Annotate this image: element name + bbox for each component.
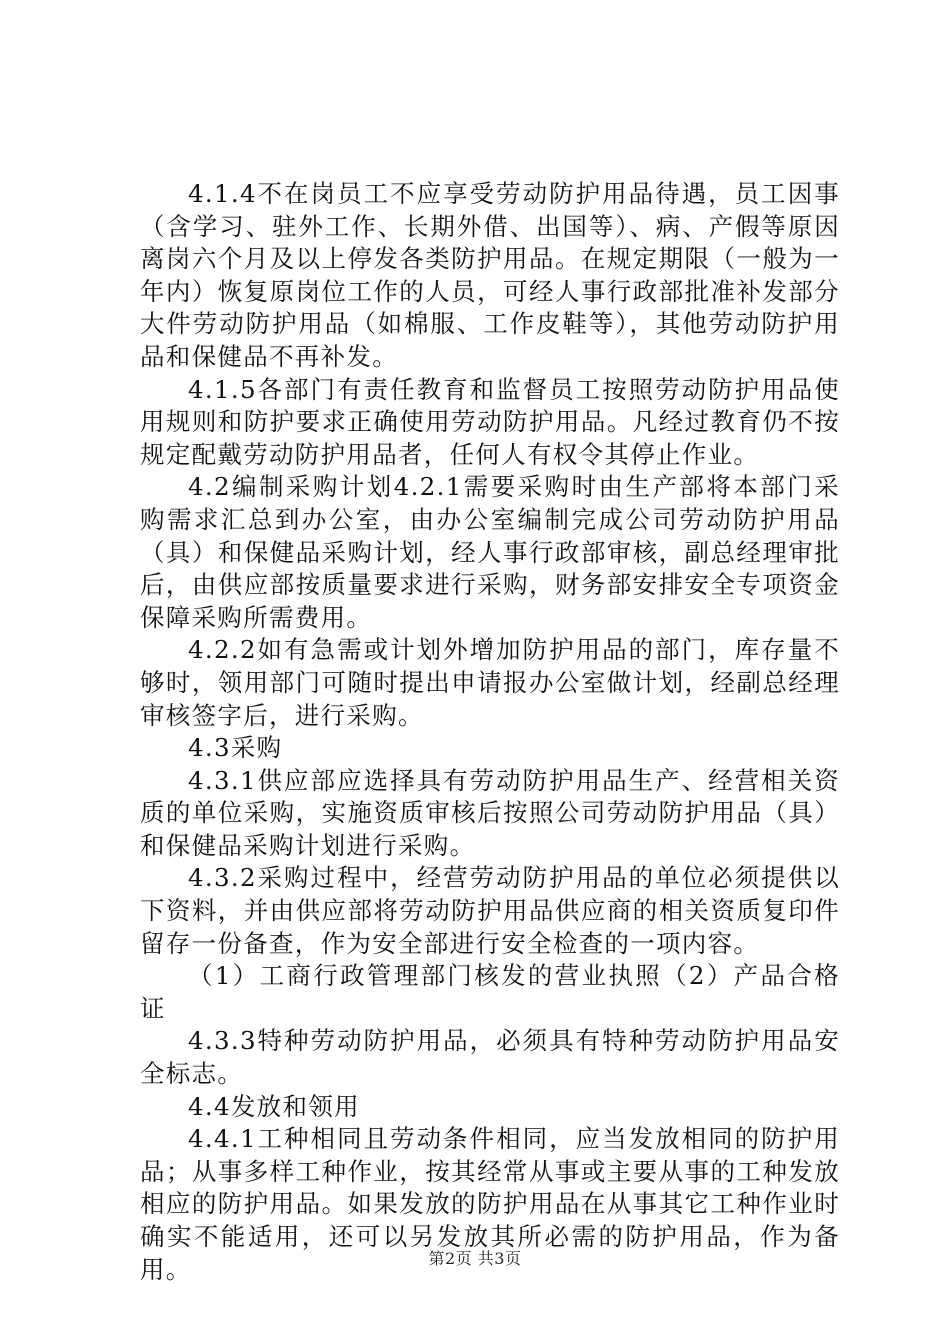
paragraph-4-2: 4.2编制采购计划4.2.1需要采购时由生产部将本部门采购需求汇总到办公室，由办公室编制完成公司劳动防护用品（具）和保健品采购计划，经人事行政部审核，副总经理审批后，由供应部按质量要求进行采购，财务部安排安全专项资金保障采购所需费用。: [140, 472, 840, 632]
heading-4-4: 4.4发放和领用: [188, 1091, 360, 1121]
paragraph-4-3-1: 4.3.1供应部应选择具有劳动防护用品生产、经营相关资质的单位采购，实施资质审核后按照公司劳动防护用品（具）和保健品采购计划进行采购。: [140, 765, 840, 860]
heading-4-3: 4.3采购: [188, 733, 283, 763]
paragraph-4-4-1: 4.4.1工种相同且劳动条件相同，应当发放相同的防护用品；从事多样工种作业，按其经常从事或主要从事的工种发放相应的防护用品。如果发放的防护用品在从事其它工种作业时确实不能适用，还可以另发放其所必需的防护用品，作为备用。: [140, 1124, 840, 1284]
paragraph-4-1-5: 4.1.5各部门有责任教育和监督员工按照劳动防护用品使用规则和防护要求正确使用劳动防护用品。凡经过教育仍不按规定配戴劳动防护用品者，任何人有权令其停止作业。: [140, 374, 840, 469]
paragraph-4-2-2: 4.2.2如有急需或计划外增加防护用品的部门，库存量不够时，领用部门可随时提出申请报办公室做计划，经副总经理审核签字后，进行采购。: [140, 635, 840, 730]
list-item-documents: （1）工商行政管理部门核发的营业执照（2）产品合格证: [140, 961, 840, 1023]
page-footer: 第2页 共3页: [428, 1249, 522, 1268]
paragraph-4-3-3: 4.3.3特种劳动防护用品，必须具有特种劳动防护用品安全标志。: [140, 1026, 840, 1089]
paragraph-4-1-4: 4.1.4不在岗员工不应享受劳动防护用品待遇，员工因事（含学习、驻外工作、长期外借、出国等）、病、产假等原因离岗六个月及以上停发各类防护用品。在规定期限（一般为一年内）恢复原岗位工作的人员，可经人事行政部批准补发部分大件劳动防护用品（如棉服、工作皮鞋等），其他劳动防护用品和保健品不再补发。: [140, 179, 840, 371]
document-body: [140, 178, 840, 1286]
paragraph-4-3-2: 4.3.2采购过程中，经营劳动防护用品的单位必须提供以下资料，并由供应部将劳动防护用品供应商的相关资质复印件留存一份备查，作为安全部进行安全检查的一项内容。: [140, 863, 840, 958]
